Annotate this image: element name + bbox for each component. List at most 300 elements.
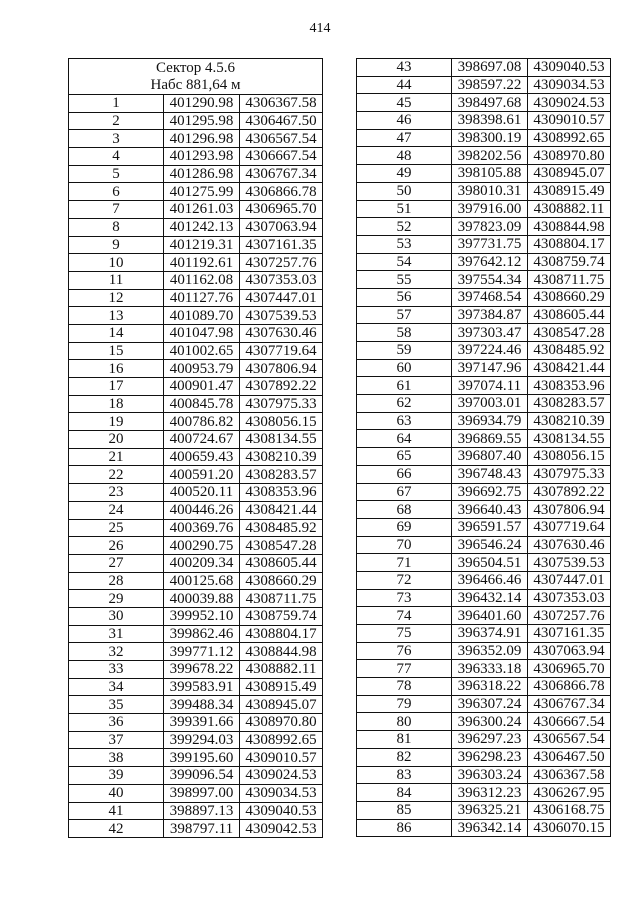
point-number: 66 [357, 465, 452, 483]
y-coordinate: 4308134.55 [528, 430, 611, 448]
point-number: 46 [357, 112, 452, 130]
x-coordinate: 401002.65 [164, 342, 240, 360]
y-coordinate: 4308711.75 [528, 271, 611, 289]
y-coordinate: 4307975.33 [528, 465, 611, 483]
y-coordinate: 4308970.80 [240, 714, 323, 732]
point-number: 26 [69, 537, 164, 555]
x-coordinate: 396300.24 [452, 713, 528, 731]
table-row [69, 661, 323, 679]
x-coordinate: 396352.09 [452, 642, 528, 660]
point-number: 21 [69, 448, 164, 466]
table-row [357, 642, 611, 660]
table-row [357, 713, 611, 731]
point-number: 9 [69, 236, 164, 254]
x-coordinate: 400125.68 [164, 572, 240, 590]
point-number: 78 [357, 678, 452, 696]
x-coordinate: 401290.98 [164, 95, 240, 113]
point-number: 15 [69, 342, 164, 360]
x-coordinate: 399952.10 [164, 607, 240, 625]
point-number: 51 [357, 200, 452, 218]
x-coordinate: 396466.46 [452, 571, 528, 589]
table-row [69, 519, 323, 537]
x-coordinate: 396333.18 [452, 660, 528, 678]
point-number: 48 [357, 147, 452, 165]
point-number: 33 [69, 661, 164, 679]
x-coordinate: 400591.20 [164, 466, 240, 484]
x-coordinate: 396303.24 [452, 766, 528, 784]
point-number: 56 [357, 288, 452, 306]
point-number: 57 [357, 306, 452, 324]
y-coordinate: 4308134.55 [240, 431, 323, 449]
x-coordinate: 400953.79 [164, 360, 240, 378]
point-number: 18 [69, 395, 164, 413]
table-row [357, 412, 611, 430]
y-coordinate: 4308804.17 [528, 235, 611, 253]
x-coordinate: 399771.12 [164, 643, 240, 661]
x-coordinate: 396298.23 [452, 748, 528, 766]
sector-title: Сектор 4.5.6 [155, 59, 236, 76]
table-row [69, 271, 323, 289]
x-coordinate: 400845.78 [164, 395, 240, 413]
table-row [69, 448, 323, 466]
x-coordinate: 396307.24 [452, 695, 528, 713]
y-coordinate: 4306866.78 [528, 678, 611, 696]
y-coordinate: 4307353.03 [240, 271, 323, 289]
y-coordinate: 4308759.74 [528, 253, 611, 271]
point-number: 7 [69, 201, 164, 219]
coordinates-table-right [356, 58, 611, 837]
x-coordinate: 396318.22 [452, 678, 528, 696]
y-coordinate: 4307806.94 [528, 501, 611, 519]
table-row [69, 501, 323, 519]
table-row [357, 359, 611, 377]
x-coordinate: 400290.75 [164, 537, 240, 555]
x-coordinate: 398897.13 [164, 802, 240, 820]
x-coordinate: 398797.11 [164, 820, 240, 838]
point-number: 79 [357, 695, 452, 713]
y-coordinate: 4308844.98 [528, 218, 611, 236]
y-coordinate: 4308992.65 [528, 129, 611, 147]
table-row [69, 289, 323, 307]
point-number: 76 [357, 642, 452, 660]
table-row [69, 413, 323, 431]
x-coordinate: 396374.91 [452, 625, 528, 643]
table-row [357, 483, 611, 501]
y-coordinate: 4308882.11 [528, 200, 611, 218]
y-coordinate: 4309010.57 [240, 749, 323, 767]
y-coordinate: 4306667.54 [240, 148, 323, 166]
table-row [357, 59, 611, 77]
y-coordinate: 4309040.53 [240, 802, 323, 820]
point-number: 74 [357, 607, 452, 625]
y-coordinate: 4306866.78 [240, 183, 323, 201]
point-number: 16 [69, 360, 164, 378]
table-row [69, 148, 323, 166]
point-number: 40 [69, 784, 164, 802]
x-coordinate: 400659.43 [164, 448, 240, 466]
x-coordinate: 398597.22 [452, 76, 528, 94]
y-coordinate: 4308056.15 [528, 448, 611, 466]
table-row [357, 731, 611, 749]
x-coordinate: 397224.46 [452, 342, 528, 360]
x-coordinate: 401127.76 [164, 289, 240, 307]
point-number: 85 [357, 801, 452, 819]
point-number: 62 [357, 395, 452, 413]
y-coordinate: 4306767.34 [240, 165, 323, 183]
x-coordinate: 401295.98 [164, 112, 240, 130]
x-coordinate: 400039.88 [164, 590, 240, 608]
y-coordinate: 4308945.07 [528, 165, 611, 183]
point-number: 43 [357, 59, 452, 77]
x-coordinate: 397823.09 [452, 218, 528, 236]
table-row [357, 377, 611, 395]
x-coordinate: 397554.34 [452, 271, 528, 289]
point-number: 75 [357, 625, 452, 643]
y-coordinate: 4309010.57 [528, 112, 611, 130]
table-row [69, 324, 323, 342]
point-number: 24 [69, 501, 164, 519]
y-coordinate: 4308421.44 [240, 501, 323, 519]
table-row [69, 820, 323, 838]
point-number: 72 [357, 571, 452, 589]
page-number: 414 [309, 21, 331, 36]
table-row [357, 271, 611, 289]
point-number: 38 [69, 749, 164, 767]
x-coordinate: 401192.61 [164, 254, 240, 272]
table-row [357, 288, 611, 306]
x-coordinate: 401242.13 [164, 218, 240, 236]
table-row [69, 378, 323, 396]
point-number: 69 [357, 518, 452, 536]
x-coordinate: 396401.60 [452, 607, 528, 625]
table-row [69, 307, 323, 325]
y-coordinate: 4309040.53 [528, 59, 611, 77]
y-coordinate: 4307719.64 [240, 342, 323, 360]
table-row [357, 395, 611, 413]
x-coordinate: 399678.22 [164, 661, 240, 679]
x-coordinate: 397468.54 [452, 288, 528, 306]
y-coordinate: 4308485.92 [528, 342, 611, 360]
y-coordinate: 4309024.53 [240, 767, 323, 785]
x-coordinate: 396297.23 [452, 731, 528, 749]
x-coordinate: 397147.96 [452, 359, 528, 377]
table-row [357, 342, 611, 360]
point-number: 61 [357, 377, 452, 395]
point-number: 25 [69, 519, 164, 537]
x-coordinate: 396504.51 [452, 554, 528, 572]
y-coordinate: 4308992.65 [240, 731, 323, 749]
y-coordinate: 4307630.46 [240, 324, 323, 342]
point-number: 81 [357, 731, 452, 749]
y-coordinate: 4306267.95 [528, 784, 611, 802]
table-row [69, 130, 323, 148]
table-row [69, 625, 323, 643]
y-coordinate: 4308660.29 [240, 572, 323, 590]
table-row [69, 112, 323, 130]
y-coordinate: 4308210.39 [528, 412, 611, 430]
y-coordinate: 4308547.28 [528, 324, 611, 342]
point-number: 70 [357, 536, 452, 554]
x-coordinate: 396640.43 [452, 501, 528, 519]
table-row [357, 571, 611, 589]
table-row [357, 465, 611, 483]
point-number: 44 [357, 76, 452, 94]
table-row [357, 660, 611, 678]
y-coordinate: 4308421.44 [528, 359, 611, 377]
y-coordinate: 4307539.53 [240, 307, 323, 325]
table-row [357, 235, 611, 253]
point-number: 80 [357, 713, 452, 731]
table-row [69, 749, 323, 767]
point-number: 71 [357, 554, 452, 572]
y-coordinate: 4309034.53 [528, 76, 611, 94]
y-coordinate: 4306965.70 [240, 201, 323, 219]
x-coordinate: 401261.03 [164, 201, 240, 219]
table-row [357, 607, 611, 625]
y-coordinate: 4306367.58 [528, 766, 611, 784]
x-coordinate: 401219.31 [164, 236, 240, 254]
y-coordinate: 4308882.11 [240, 661, 323, 679]
y-coordinate: 4308605.44 [528, 306, 611, 324]
y-coordinate: 4307892.22 [528, 483, 611, 501]
y-coordinate: 4307063.94 [240, 218, 323, 236]
table-row [69, 236, 323, 254]
table-row [69, 731, 323, 749]
x-coordinate: 396934.79 [452, 412, 528, 430]
point-number: 36 [69, 714, 164, 732]
table-row [357, 625, 611, 643]
point-number: 35 [69, 696, 164, 714]
y-coordinate: 4307539.53 [528, 554, 611, 572]
point-number: 30 [69, 607, 164, 625]
table-row [69, 201, 323, 219]
point-number: 27 [69, 554, 164, 572]
table-row [69, 590, 323, 608]
table-row [69, 395, 323, 413]
table-row [357, 147, 611, 165]
table-row [69, 802, 323, 820]
table-row [69, 784, 323, 802]
y-coordinate: 4307063.94 [528, 642, 611, 660]
x-coordinate: 400209.34 [164, 554, 240, 572]
y-coordinate: 4308353.96 [528, 377, 611, 395]
point-number: 41 [69, 802, 164, 820]
y-coordinate: 4306567.54 [528, 731, 611, 749]
point-number: 11 [69, 271, 164, 289]
y-coordinate: 4306070.15 [528, 819, 611, 837]
point-number: 14 [69, 324, 164, 342]
x-coordinate: 400369.76 [164, 519, 240, 537]
table-row [357, 678, 611, 696]
x-coordinate: 401089.70 [164, 307, 240, 325]
table-row [69, 254, 323, 272]
y-coordinate: 4307257.76 [528, 607, 611, 625]
table-row [357, 182, 611, 200]
table-row [357, 112, 611, 130]
point-number: 13 [69, 307, 164, 325]
point-number: 31 [69, 625, 164, 643]
point-number: 4 [69, 148, 164, 166]
point-number: 22 [69, 466, 164, 484]
y-coordinate: 4307806.94 [240, 360, 323, 378]
y-coordinate: 4306965.70 [528, 660, 611, 678]
x-coordinate: 400446.26 [164, 501, 240, 519]
x-coordinate: 396807.40 [452, 448, 528, 466]
y-coordinate: 4307161.35 [240, 236, 323, 254]
table-row [357, 801, 611, 819]
y-coordinate: 4308283.57 [240, 466, 323, 484]
y-coordinate: 4308844.98 [240, 643, 323, 661]
y-coordinate: 4308210.39 [240, 448, 323, 466]
y-coordinate: 4308283.57 [528, 395, 611, 413]
table-row [69, 678, 323, 696]
point-number: 83 [357, 766, 452, 784]
point-number: 12 [69, 289, 164, 307]
point-number: 6 [69, 183, 164, 201]
point-number: 58 [357, 324, 452, 342]
x-coordinate: 401275.99 [164, 183, 240, 201]
x-coordinate: 399862.46 [164, 625, 240, 643]
point-number: 52 [357, 218, 452, 236]
point-number: 20 [69, 431, 164, 449]
point-number: 17 [69, 378, 164, 396]
table-row [357, 536, 611, 554]
point-number: 47 [357, 129, 452, 147]
x-coordinate: 399294.03 [164, 731, 240, 749]
y-coordinate: 4306367.58 [240, 95, 323, 113]
point-number: 67 [357, 483, 452, 501]
table-row [357, 253, 611, 271]
table-row [69, 466, 323, 484]
point-number: 54 [357, 253, 452, 271]
point-number: 3 [69, 130, 164, 148]
table-row [357, 218, 611, 236]
x-coordinate: 398398.61 [452, 112, 528, 130]
point-number: 42 [69, 820, 164, 838]
y-coordinate: 4307257.76 [240, 254, 323, 272]
y-coordinate: 4308915.49 [528, 182, 611, 200]
x-coordinate: 398105.88 [452, 165, 528, 183]
y-coordinate: 4307447.01 [528, 571, 611, 589]
x-coordinate: 397642.12 [452, 253, 528, 271]
x-coordinate: 396312.23 [452, 784, 528, 802]
x-coordinate: 397074.11 [452, 377, 528, 395]
x-coordinate: 397003.01 [452, 395, 528, 413]
x-coordinate: 400520.11 [164, 484, 240, 502]
x-coordinate: 399583.91 [164, 678, 240, 696]
x-coordinate: 400901.47 [164, 378, 240, 396]
point-number: 32 [69, 643, 164, 661]
x-coordinate: 401293.98 [164, 148, 240, 166]
point-number: 49 [357, 165, 452, 183]
table-row [357, 784, 611, 802]
point-number: 19 [69, 413, 164, 431]
point-number: 63 [357, 412, 452, 430]
x-coordinate: 396546.24 [452, 536, 528, 554]
y-coordinate: 4309042.53 [240, 820, 323, 838]
table-row [357, 766, 611, 784]
x-coordinate: 398300.19 [452, 129, 528, 147]
y-coordinate: 4307630.46 [528, 536, 611, 554]
table-row [357, 165, 611, 183]
y-coordinate: 4306567.54 [240, 130, 323, 148]
point-number: 53 [357, 235, 452, 253]
y-coordinate: 4309024.53 [528, 94, 611, 112]
table-row [357, 129, 611, 147]
y-coordinate: 4308804.17 [240, 625, 323, 643]
y-coordinate: 4308711.75 [240, 590, 323, 608]
x-coordinate: 396692.75 [452, 483, 528, 501]
y-coordinate: 4307975.33 [240, 395, 323, 413]
point-number: 34 [69, 678, 164, 696]
point-number: 29 [69, 590, 164, 608]
x-coordinate: 399391.66 [164, 714, 240, 732]
table-row [69, 218, 323, 236]
y-coordinate: 4308485.92 [240, 519, 323, 537]
x-coordinate: 396869.55 [452, 430, 528, 448]
y-coordinate: 4306467.50 [240, 112, 323, 130]
table-row [69, 767, 323, 785]
table-row [357, 324, 611, 342]
point-number: 10 [69, 254, 164, 272]
point-number: 37 [69, 731, 164, 749]
table-row [69, 360, 323, 378]
x-coordinate: 397731.75 [452, 235, 528, 253]
x-coordinate: 396591.57 [452, 518, 528, 536]
sector-height: Набс 881,64 м [150, 76, 241, 93]
point-number: 77 [357, 660, 452, 678]
y-coordinate: 4308056.15 [240, 413, 323, 431]
y-coordinate: 4306168.75 [528, 801, 611, 819]
x-coordinate: 399096.54 [164, 767, 240, 785]
table-row [69, 714, 323, 732]
y-coordinate: 4307353.03 [528, 589, 611, 607]
x-coordinate: 400786.82 [164, 413, 240, 431]
table-row [357, 518, 611, 536]
table-row [69, 342, 323, 360]
table-row [357, 76, 611, 94]
y-coordinate: 4308970.80 [528, 147, 611, 165]
x-coordinate: 397384.87 [452, 306, 528, 324]
x-coordinate: 396748.43 [452, 465, 528, 483]
table-row [69, 696, 323, 714]
x-coordinate: 399195.60 [164, 749, 240, 767]
x-coordinate: 398497.68 [452, 94, 528, 112]
table-row [69, 643, 323, 661]
point-number: 60 [357, 359, 452, 377]
x-coordinate: 396325.21 [452, 801, 528, 819]
point-number: 65 [357, 448, 452, 466]
x-coordinate: 399488.34 [164, 696, 240, 714]
x-coordinate: 397303.47 [452, 324, 528, 342]
x-coordinate: 398697.08 [452, 59, 528, 77]
y-coordinate: 4308759.74 [240, 607, 323, 625]
table-row [357, 695, 611, 713]
point-number: 8 [69, 218, 164, 236]
point-number: 23 [69, 484, 164, 502]
y-coordinate: 4306667.54 [528, 713, 611, 731]
x-coordinate: 401286.98 [164, 165, 240, 183]
y-coordinate: 4307719.64 [528, 518, 611, 536]
x-coordinate: 398997.00 [164, 784, 240, 802]
coordinates-table-left [68, 58, 323, 838]
point-number: 2 [69, 112, 164, 130]
y-coordinate: 4307892.22 [240, 378, 323, 396]
point-number: 86 [357, 819, 452, 837]
point-number: 64 [357, 430, 452, 448]
point-number: 84 [357, 784, 452, 802]
y-coordinate: 4308945.07 [240, 696, 323, 714]
